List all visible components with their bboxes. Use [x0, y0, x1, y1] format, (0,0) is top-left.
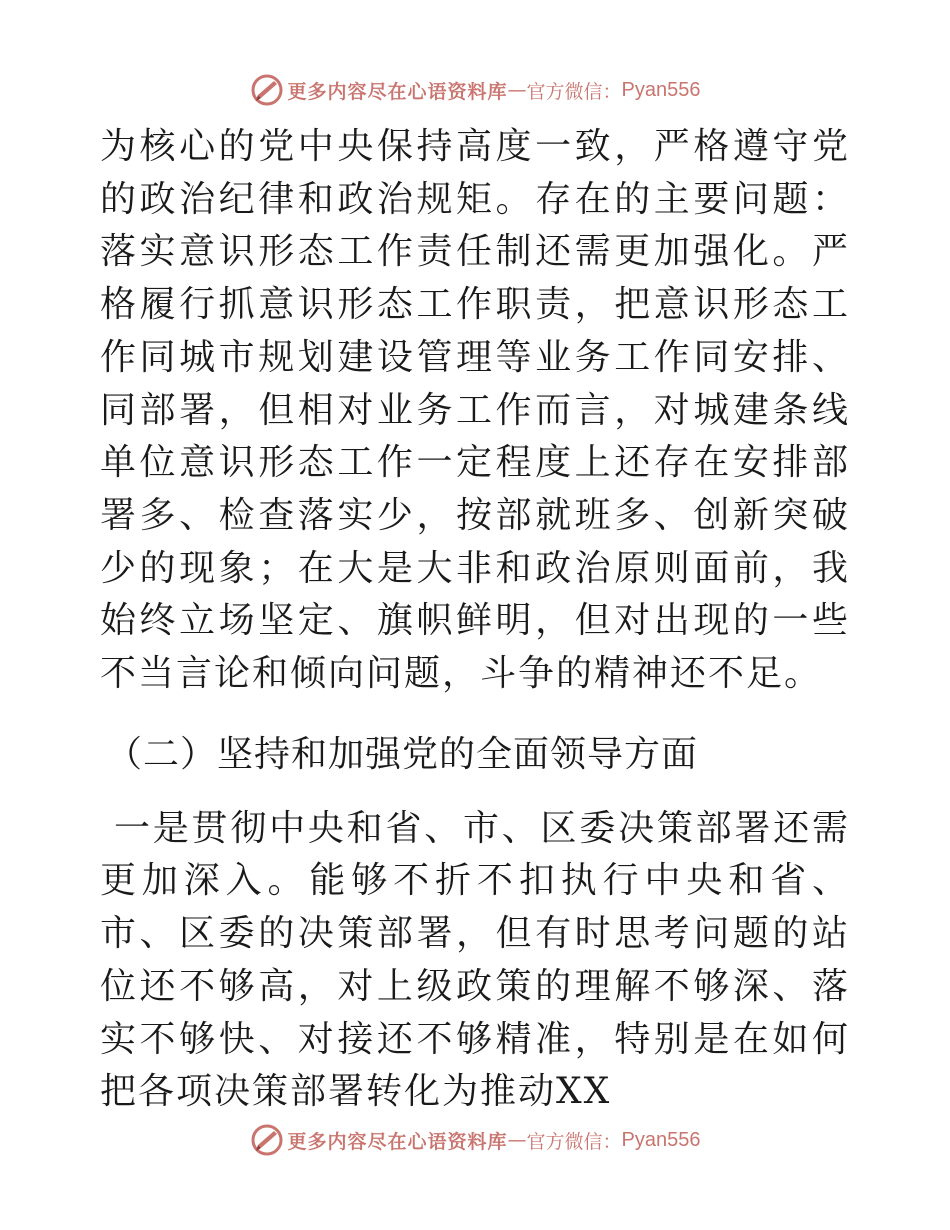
watermark-text: 更多内容尽在心语资料库: [287, 1130, 508, 1153]
paragraph-1: 为核心的党中央保持高度一致，严格遵守党的政治纪律和政治规矩。存在的主要问题：落实意识形态工作责任制还需更加强化。严格履行抓意识形态工作职责，把意识形态工作同城市规划建设管理等业务工作同安排、同部署，但相对业务工作而言，对城建条线单位意识形态工作一定程度上还存在安排部署多、检查落实少，按部就班多、创新突破少的现象；在大是大非和政治原则面前，我始终立场坚定、旗帜鲜明，但对出现的一些不当言论和倾向问题，斗争的精神还不足。: [100, 126, 850, 695]
watermark-wechat-id: Pyan556: [621, 78, 701, 101]
watermark-wechat-label: 官方微信：: [526, 1130, 622, 1153]
watermark-footer: [0, 1120, 950, 1160]
watermark-header: [0, 70, 950, 110]
watermark-dash: —: [507, 79, 527, 101]
watermark-wechat-id: Pyan556: [621, 1128, 701, 1151]
watermark-text: 更多内容尽在心语资料库: [287, 80, 508, 103]
watermark-dash: —: [507, 1129, 527, 1151]
watermark-wechat-label: 官方微信：: [526, 80, 622, 103]
pen-logo-icon: [250, 73, 284, 107]
document-body: [100, 121, 850, 1119]
paragraph-2: 一是贯彻中央和省、市、区委决策部署还需更加深入。能够不折不扣执行中央和省、市、区委的决策部署，但有时思考问题的站位还不够高，对上级政策的理解不够深、落实不够快、对接还不够精准，特别是在如何把各项决策部署转化为推动XX: [100, 807, 850, 1113]
section-heading: （二）坚持和加强党的全面领导方面: [106, 733, 699, 775]
pen-logo-icon: [250, 1123, 284, 1157]
